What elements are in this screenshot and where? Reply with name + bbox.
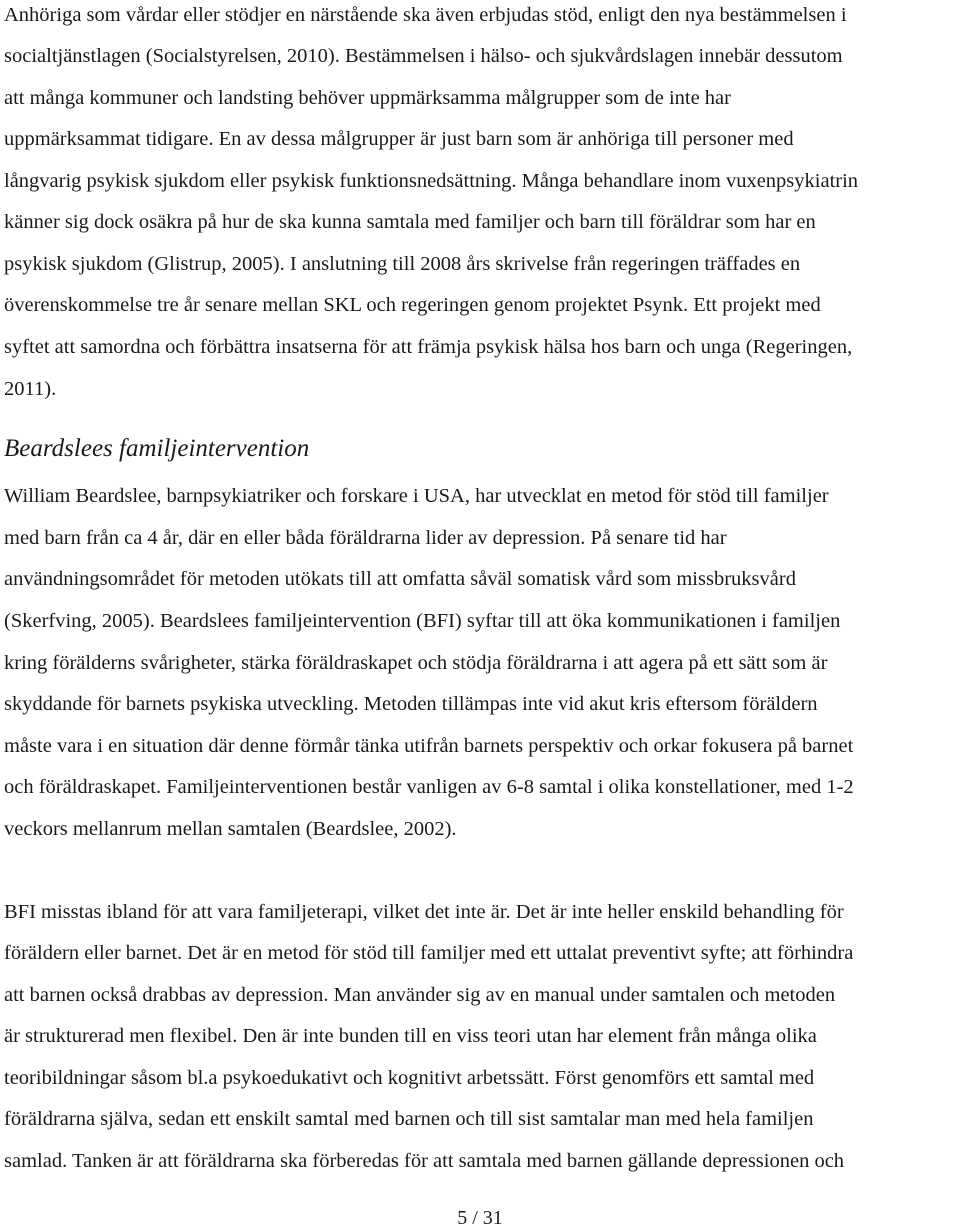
page-number: 5 / 31 <box>457 1207 503 1229</box>
text-line: veckors mellanrum mellan samtalen (Beardslee, 2002). <box>4 818 457 840</box>
text-line: teoribildningar såsom bl.a psykoedukativt och kognitivt arbetssätt. Först genomförs ett samtal med <box>4 1067 815 1089</box>
text-line: är strukturerad men flexibel. Den är inte bunden till en viss teori utan har element från många olika <box>4 1025 817 1047</box>
text-line: psykisk sjukdom (Glistrup, 2005). I anslutning till 2008 års skrivelse från regeringen träffades en <box>4 253 801 275</box>
text-line: syftet att samordna och förbättra insatserna för att främja psykisk hälsa hos barn och unga (Regeringen, <box>4 336 853 358</box>
section-heading: Beardslees familjeintervention <box>4 435 310 462</box>
text-line: med barn från ca 4 år, där en eller båda föräldrarna lider av depression. På senare tid har <box>4 527 727 549</box>
text-line: överenskommelse tre år senare mellan SKL och regeringen genom projektet Psynk. Ett projekt med <box>4 294 821 316</box>
text-line: att barnen också drabbas av depression. Man använder sig av en manual under samtalen och metoden <box>4 984 836 1006</box>
text-line: 2011). <box>4 378 57 400</box>
text-line: (Skerfving, 2005). Beardslees familjeintervention (BFI) syftar till att öka kommunikationen i familjen <box>4 610 841 632</box>
text-line: långvarig psykisk sjukdom eller psykisk funktionsnedsättning. Många behandlare inom vuxenpsykiatrin <box>4 170 859 192</box>
text-line: måste vara i en situation där denne förmår tänka utifrån barnets perspektiv och orkar fokusera på barnet <box>4 735 854 757</box>
text-line: känner sig dock osäkra på hur de ska kunna samtala med familjer och barn till föräldrar som har en <box>4 211 816 233</box>
text-line: samlad. Tanken är att föräldrarna ska förberedas för att samtala med barnen gällande depressionen och <box>4 1150 845 1172</box>
text-line: föräldern eller barnet. Det är en metod för stöd till familjer med ett uttalat preventivt syfte; att förhindra <box>4 942 854 964</box>
text-line: William Beardslee, barnpsykiatriker och forskare i USA, har utvecklat en metod för stöd till familjer <box>4 485 829 507</box>
text-line: kring förälderns svårigheter, stärka föräldraskapet och stödja föräldrarna i att agera på ett sätt som är <box>4 652 828 674</box>
text-line: att många kommuner och landsting behöver uppmärksamma målgrupper som de inte har <box>4 87 731 109</box>
text-line: skyddande för barnets psykiska utveckling. Metoden tillämpas inte vid akut kris eftersom föräldern <box>4 693 818 715</box>
text-line: föräldrarna själva, sedan ett enskilt samtal med barnen och till sist samtalar man med hela familjen <box>4 1108 814 1130</box>
text-line: Anhöriga som vårdar eller stödjer en närstående ska även erbjudas stöd, enligt den nya bestämmelsen i <box>4 4 847 26</box>
text-line: BFI misstas ibland för att vara familjeterapi, vilket det inte är. Det är inte heller enskild behandling för <box>4 901 844 923</box>
text-line: uppmärksammat tidigare. En av dessa målgrupper är just barn som är anhöriga till personer med <box>4 128 794 150</box>
text-line: socialtjänstlagen (Socialstyrelsen, 2010). Bestämmelsen i hälso- och sjukvårdslagen innebär dessutom <box>4 45 843 67</box>
text-line: och föräldraskapet. Familjeinterventionen består vanligen av 6-8 samtal i olika konstellationer, med 1-2 <box>4 776 854 798</box>
text-line: användningsområdet för metoden utökats till att omfatta såväl somatisk vård som missbruksvård <box>4 568 796 590</box>
